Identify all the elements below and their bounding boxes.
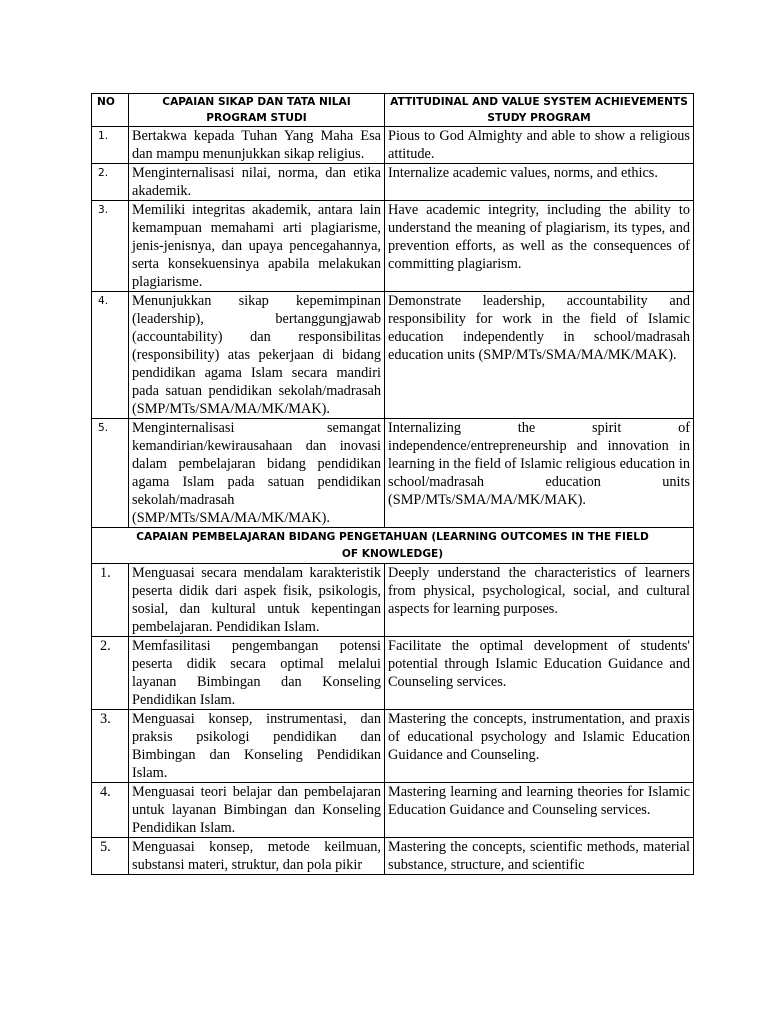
header-no: NO [92, 94, 129, 127]
english-text: Have academic integrity, including the ability to understand the meaning of plagiarism, its types, and prevention efforts, as well as the consequences of committing plagiarism. [385, 201, 694, 292]
english-text: Deeply understand the characteristics of learners from physical, psychological, social, and cultural aspects for learning purposes. [385, 564, 694, 637]
table-row [92, 783, 694, 838]
english-text: Mastering the concepts, scientific methods, material substance, structure, and scientific [385, 838, 694, 875]
indonesian-text: Menguasai teori belajar dan pembelajaran untuk layanan Bimbingan dan Konseling Pendidikan Islam. [129, 783, 385, 838]
english-text: Mastering the concepts, instrumentation, and praxis of educational psychology and Islamic Education Guidance and Counseling. [385, 710, 694, 783]
row-number: 4. [92, 292, 129, 419]
row-number: 3. [92, 710, 129, 783]
indonesian-text: Bertakwa kepada Tuhan Yang Maha Esa dan mampu menunjukkan sikap religius. [129, 127, 385, 164]
indonesian-text: Menguasai secara mendalam karakteristik peserta didik dari aspek fisik, psikologis, sosial, dan kultural untuk kepentingan pembelajaran. Pendidikan Islam. [129, 564, 385, 637]
english-text: Demonstrate leadership, accountability and responsibility for work in the field of Islamic education independently in school/madrasah education units (SMP/MTs/SMA/MA/MK/MAK). [385, 292, 694, 419]
indonesian-text: Memiliki integritas akademik, antara lain kemampuan memahami arti plagiarisme, jenis-jenisnya, dan upaya pencegahannya, serta konsekuensinya apabila melakukan plagiarisme. [129, 201, 385, 292]
row-number: 2. [92, 164, 129, 201]
table-row [92, 127, 694, 164]
header-english: ATTITUDINAL AND VALUE SYSTEM ACHIEVEMENTS STUDY PROGRAM [385, 94, 694, 127]
learning-outcomes-table [91, 93, 694, 875]
row-number: 4. [92, 783, 129, 838]
table-header-row [92, 94, 694, 127]
indonesian-text: Menunjukkan sikap kepemimpinan (leadership), bertanggungjawab (accountability) dan responsibilitas (responsibility) atas pekerjaan di bidang pendidikan agama Islam secara mandiri pada satuan pendidikan sekolah/madrasah (SMP/MTs/SMA/MA/MK/MAK). [129, 292, 385, 419]
row-number: 3. [92, 201, 129, 292]
table-row [92, 838, 694, 875]
table-row [92, 164, 694, 201]
english-text: Mastering learning and learning theories for Islamic Education Guidance and Counseling services. [385, 783, 694, 838]
table-row [92, 710, 694, 783]
table-row [92, 637, 694, 710]
section-header-row [92, 528, 694, 564]
row-number: 1. [92, 127, 129, 164]
row-number: 1. [92, 564, 129, 637]
english-text: Facilitate the optimal development of students' potential through Islamic Education Guidance and Counseling services. [385, 637, 694, 710]
row-number: 5. [92, 838, 129, 875]
indonesian-text: Memfasilitasi pengembangan potensi peserta didik secara optimal melalui layanan Bimbingan dan Konseling Pendidikan Islam. [129, 637, 385, 710]
section-title: CAPAIAN PEMBELAJARAN BIDANG PENGETAHUAN (LEARNING OUTCOMES IN THE FIELD OF KNOWLEDGE) [92, 528, 694, 564]
indonesian-text: Menguasai konsep, metode keilmuan, substansi materi, struktur, dan pola pikir [129, 838, 385, 875]
row-number: 2. [92, 637, 129, 710]
english-text: Internalizing the spirit of independence/entrepreneurship and innovation in learning in the field of Islamic religious education in school/madrasah education units (SMP/MTs/SMA/MA/MK/MAK). [385, 419, 694, 528]
table-row [92, 419, 694, 528]
header-indonesian: CAPAIAN SIKAP DAN TATA NILAI PROGRAM STUDI [129, 94, 385, 127]
table-row [92, 564, 694, 637]
english-text: Pious to God Almighty and able to show a religious attitude. [385, 127, 694, 164]
table-row [92, 292, 694, 419]
english-text: Internalize academic values, norms, and ethics. [385, 164, 694, 201]
table-row [92, 201, 694, 292]
indonesian-text: Menginternalisasi semangat kemandirian/kewirausahaan dan inovasi dalam pembelajaran bidang pendidikan agama Islam pada satuan pendidikan sekolah/madrasah (SMP/MTs/SMA/MA/MK/MAK). [129, 419, 385, 528]
indonesian-text: Menginternalisasi nilai, norma, dan etika akademik. [129, 164, 385, 201]
indonesian-text: Menguasai konsep, instrumentasi, dan praksis psikologi pendidikan dan Bimbingan dan Konseling Pendidikan Islam. [129, 710, 385, 783]
row-number: 5. [92, 419, 129, 528]
